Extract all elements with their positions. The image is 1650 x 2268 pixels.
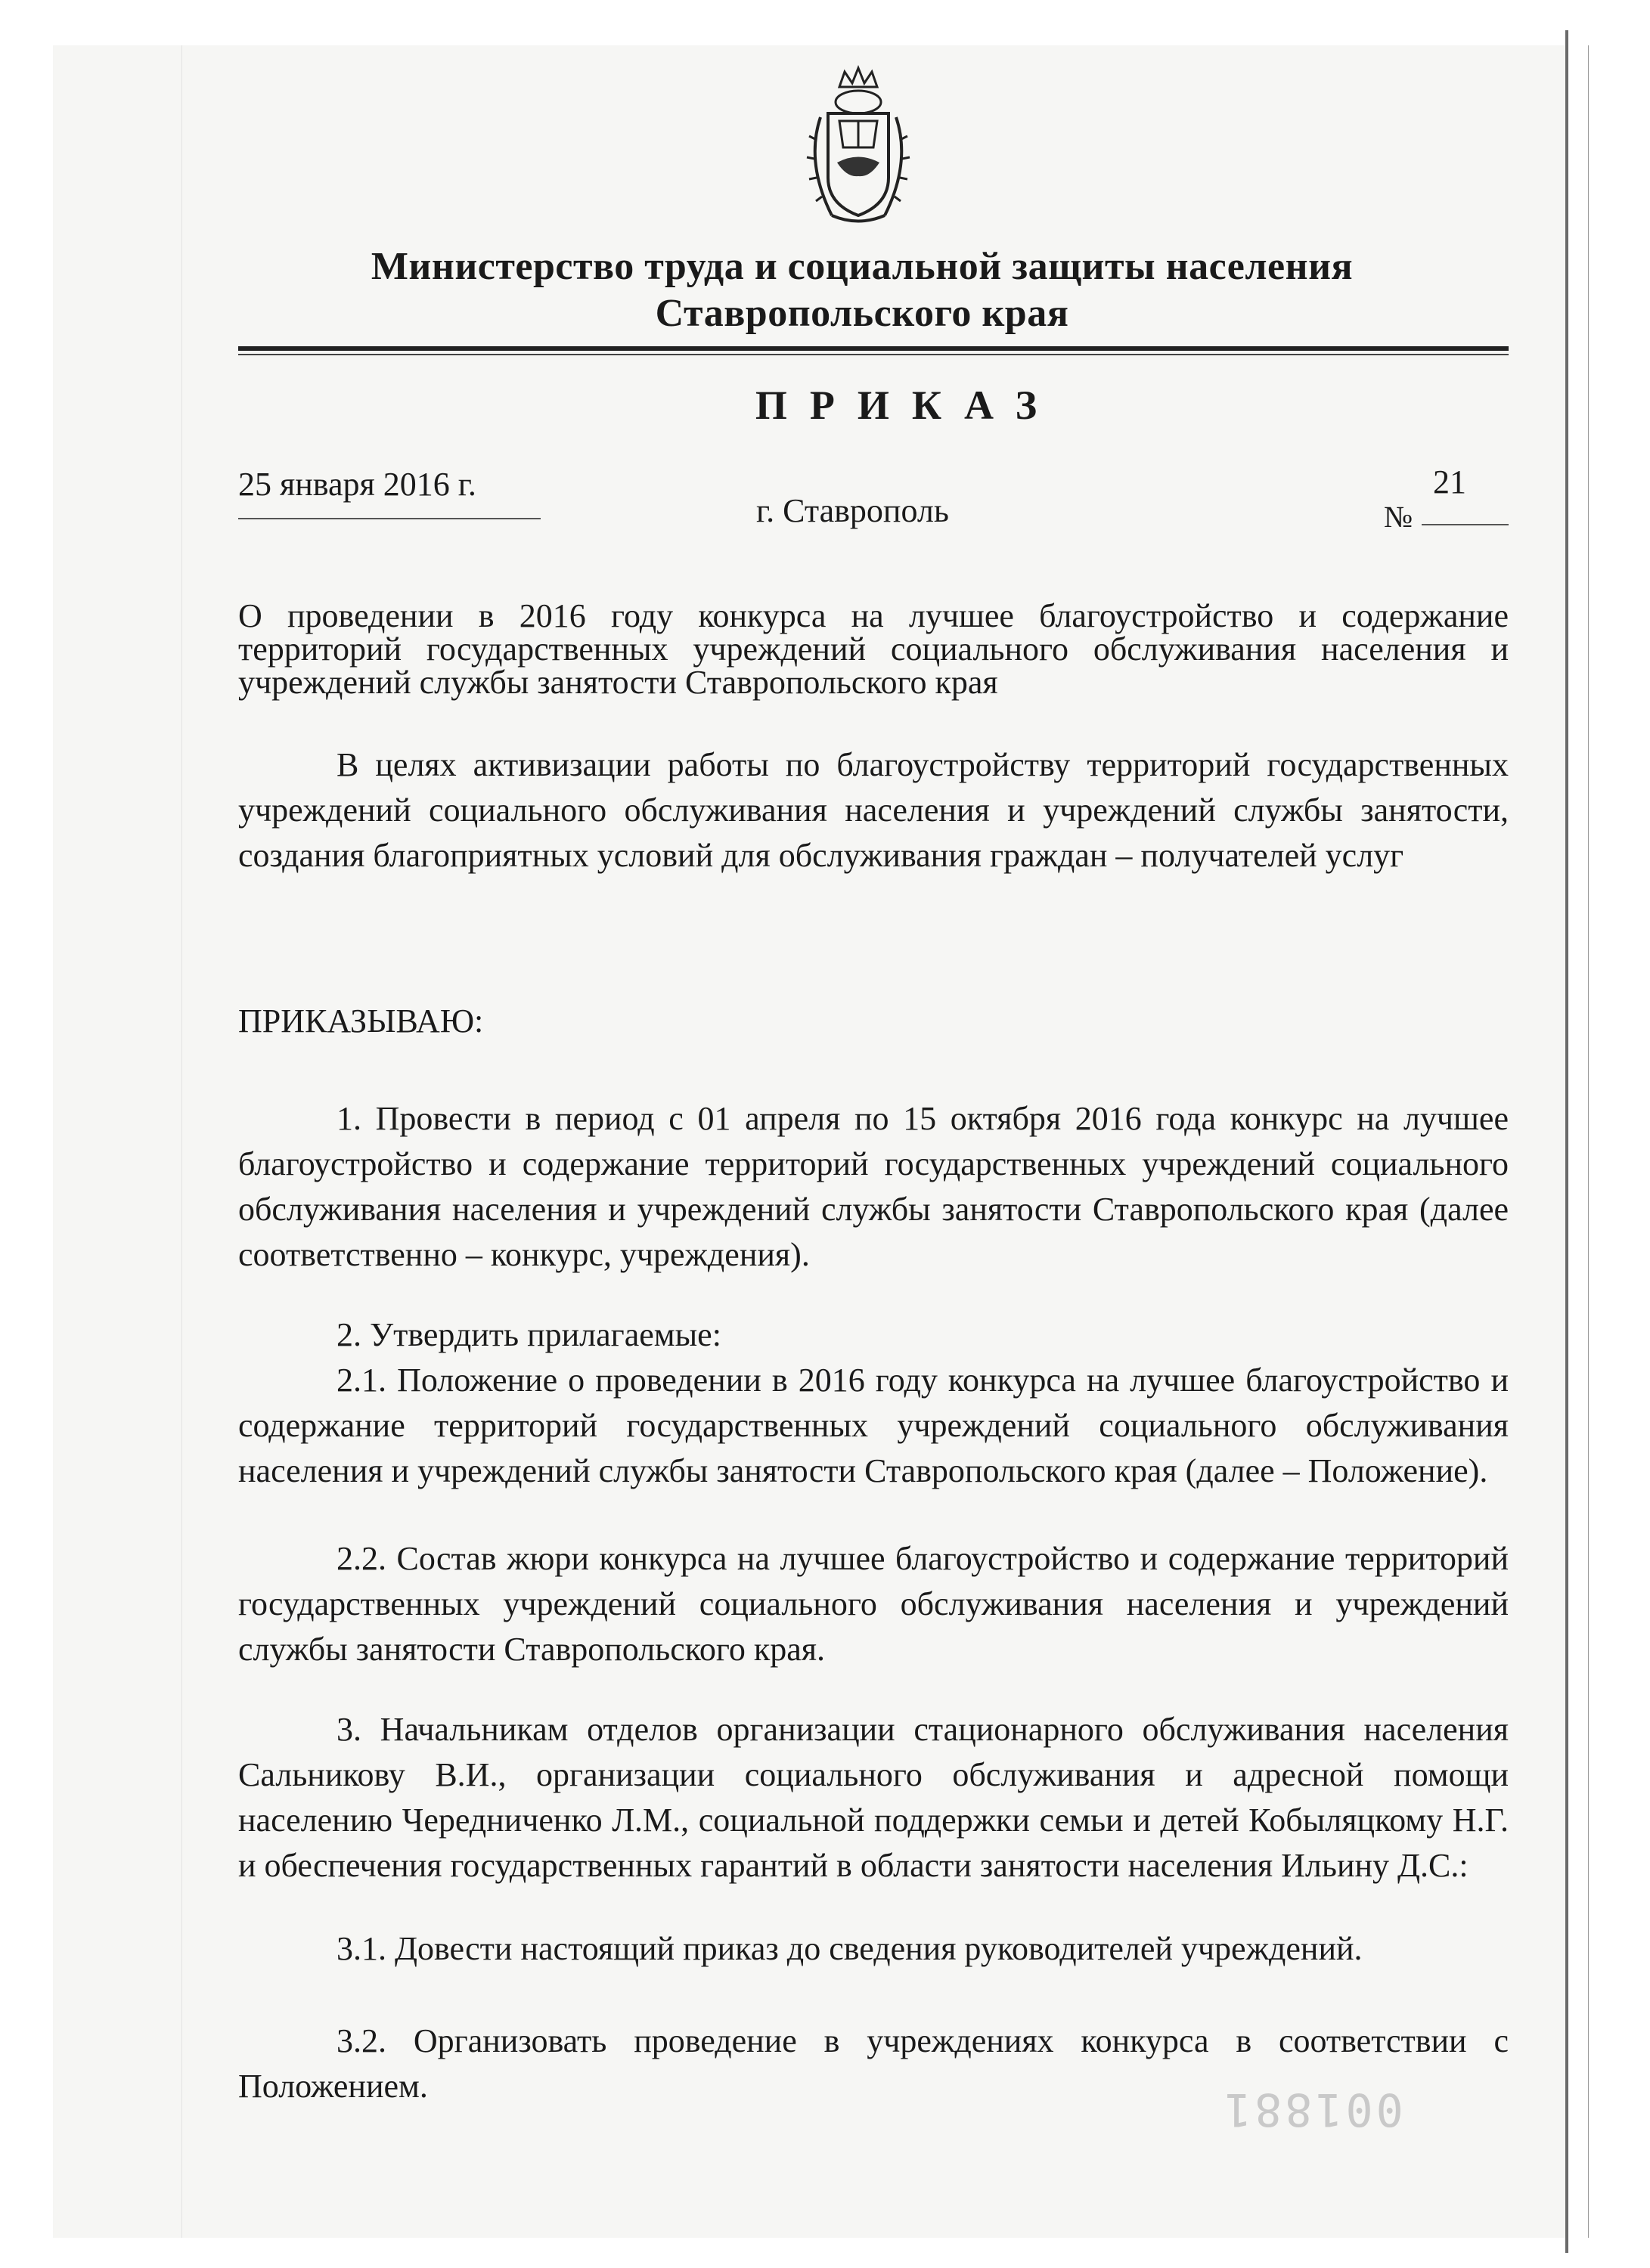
header-rule-thick [238, 346, 1509, 351]
ministry-name-line2: Ставропольского края [655, 292, 1069, 335]
scan-right-edge [1565, 30, 1568, 2253]
item-2-2: 2.2. Состав жюри конкурса на лучшее благоустройство и содержание территорий государственных учреждений социального обслуживания населения и учреждений службы занятости Ставропольского края. [238, 1540, 1509, 1668]
scan-left-edge [181, 45, 182, 2238]
item-3: 3. Начальникам отделов организации стационарного обслуживания населения Сальникову В.И., организации социального обслуживания и адресной помощи населению Чередниченко Л.М., социальной поддержки семьи и детей Кобыляцкому Н.Г. и обеспечения государственных гарантий в области занятости населения Ильину Д.С.: [238, 1711, 1509, 1884]
scan-right-edge-secondary [1588, 45, 1589, 2238]
document-city: г. Ставрополь [756, 492, 949, 529]
date-underline [238, 518, 541, 519]
item-1: 1. Провести в период с 01 апреля по 15 октября 2016 года конкурс на лучшее благоустройство и содержание территорий государственных учреждений социального обслуживания населения и учреждений службы занятости Ставропольского края (далее соответственно – конкурс, учреждения). [238, 1100, 1509, 1273]
number-sign: № [1384, 500, 1413, 534]
intro-paragraph: В целях активизации работы по благоустройству территорий государственных учреждений социального обслуживания населения и учреждений службы занятости, создания благоприятных условий для обслуживания граждан – получателей услуг [238, 746, 1509, 874]
document-date: 25 января 2016 г. [238, 466, 476, 503]
document-title: О проведении в 2016 году конкурса на лучшее благоустройство и содержание территорий государственных учреждений социального обслуживания населения и учреждений службы занятости Ставропольского края [238, 597, 1509, 701]
header-rule-thin [238, 354, 1509, 355]
number-underline [1422, 524, 1509, 525]
document-number: 21 [1433, 463, 1466, 500]
item-2-1: 2.1. Положение о проведении в 2016 году конкурса на лучшее благоустройство и содержание территорий государственных учреждений социального обслуживания населения и учреждений службы занятости Ставропольского края (далее – Положение). [238, 1362, 1509, 1489]
item-3-2: 3.2. Организовать проведение в учреждениях конкурса в соответствии с Положением. [238, 2022, 1509, 2105]
order-word: ПРИКАЗЫВАЮ: [238, 1002, 484, 1040]
ministry-name-line1: Министерство труда и социальной защиты населения [371, 245, 1354, 288]
serial-watermark: 001881 [1221, 2083, 1403, 2136]
ministry-name [227, 243, 1497, 337]
item-3-1: 3.1. Довести настоящий приказ до сведения руководителей учреждений. [337, 1930, 1363, 1967]
stavropol-coat-of-arms-icon [798, 64, 919, 231]
item-2: 2. Утвердить прилагаемые: [337, 1316, 721, 1353]
document-type: ПРИКАЗ [755, 383, 1060, 428]
